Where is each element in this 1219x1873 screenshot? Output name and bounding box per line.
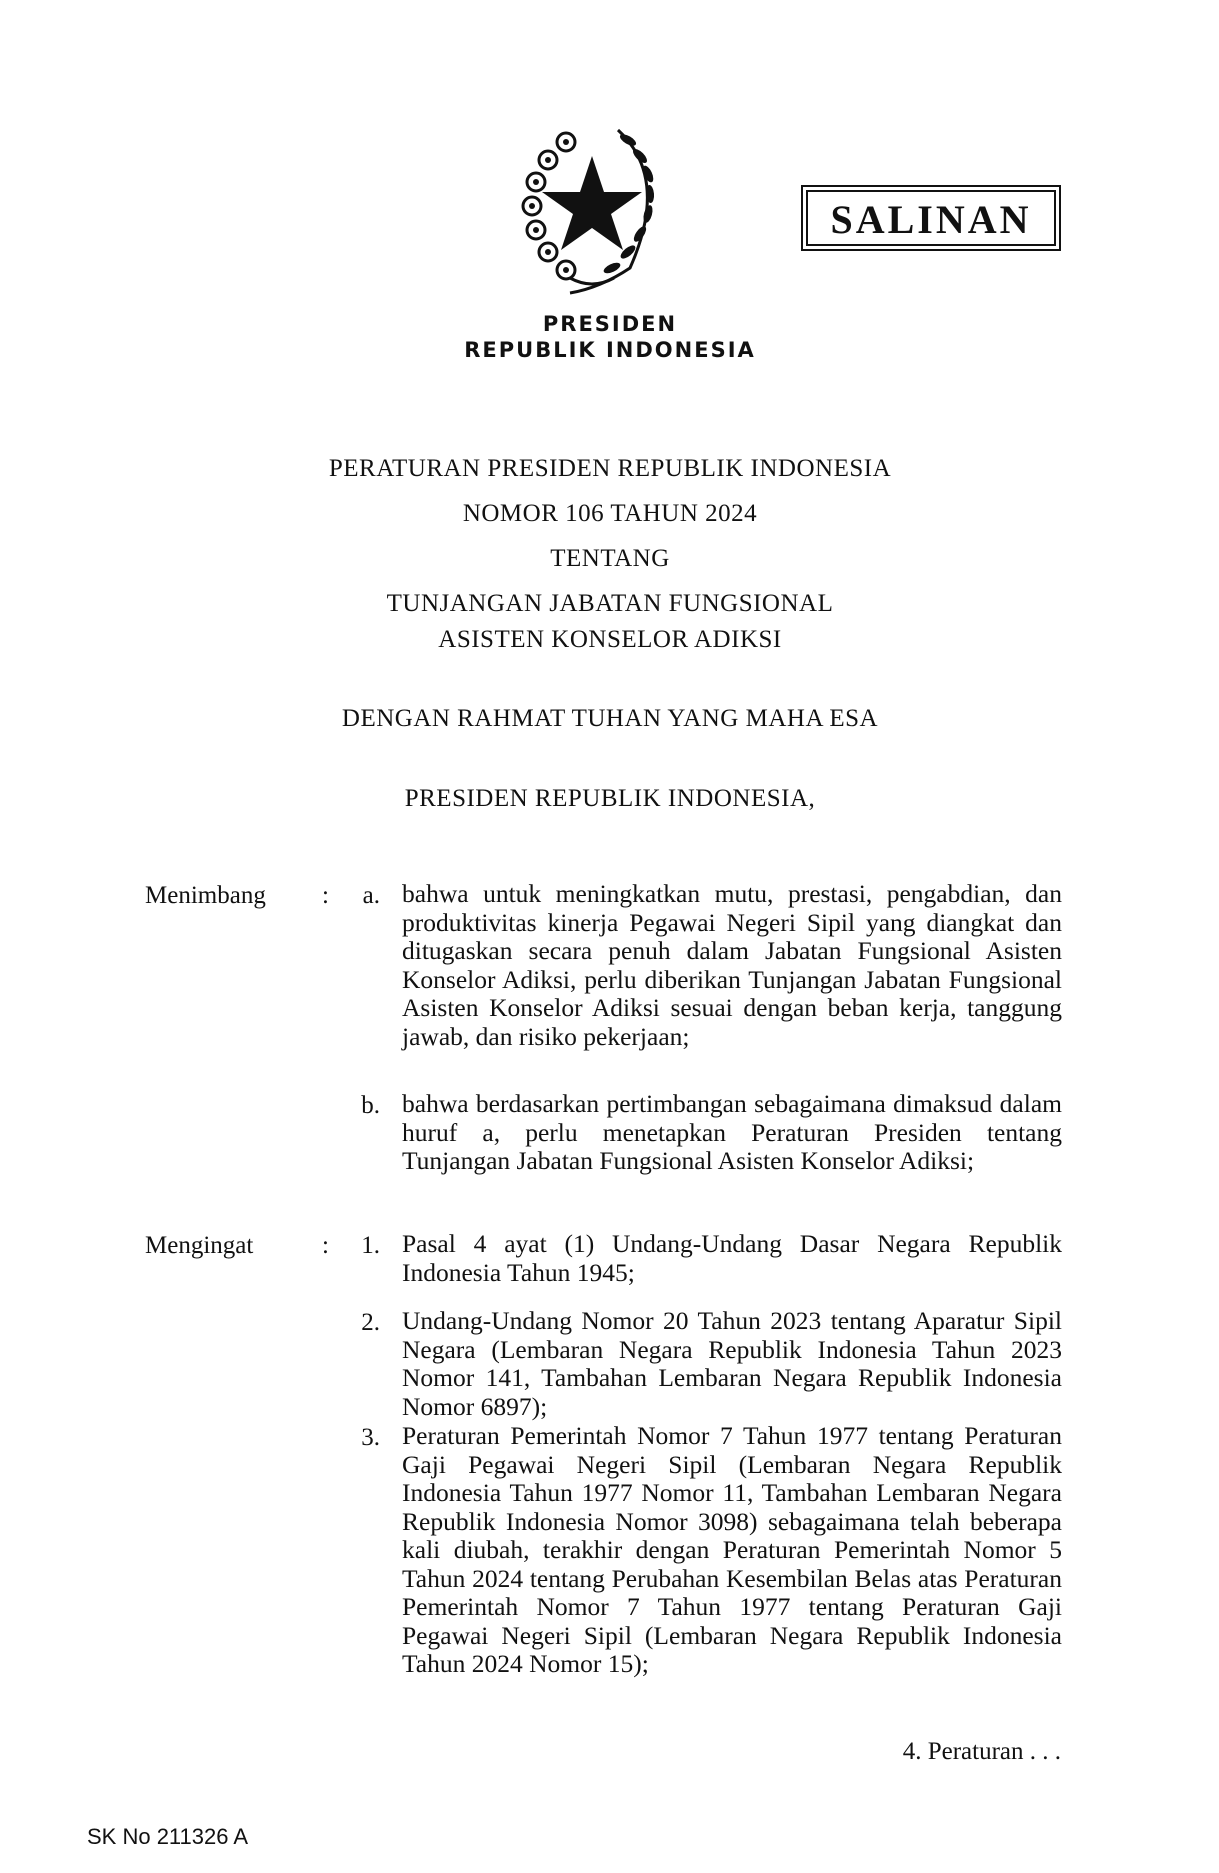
- mengingat-marker-2: 2.: [361, 1309, 380, 1336]
- regulation-number: NOMOR 106 TAHUN 2024: [462, 500, 758, 527]
- republik-indonesia-label: REPUBLIK INDONESIA: [464, 338, 756, 362]
- mengingat-marker-3: 3.: [361, 1424, 380, 1451]
- menimbang-marker-a: a.: [362, 882, 380, 909]
- next-page-catchword: 4. Peraturan . . .: [902, 1738, 1061, 1765]
- preamble-line: DENGAN RAHMAT TUHAN YANG MAHA ESA: [341, 705, 879, 732]
- mengingat-marker-1: 1.: [361, 1232, 380, 1259]
- tentang-label: TENTANG: [550, 545, 670, 572]
- mengingat-item-2: Undang-Undang Nomor 20 Tahun 2023 tentang Aparatur Sipil Negara (Lembaran Negara Republik Indonesia Tahun 2023 Nomor 141, Tambahan Lembaran Negara Republik Indonesia Nomor 6897);: [402, 1306, 1062, 1421]
- subject-line-1: TUNJANGAN JABATAN FUNGSIONAL: [386, 590, 834, 617]
- menimbang-item-b: bahwa berdasarkan pertimbangan sebagaimana dimaksud dalam huruf a, perlu menetapkan Peraturan Presiden tentang Tunjangan Jabatan Fungsional Asisten Konselor Adiksi;: [402, 1089, 1062, 1175]
- mengingat-item-3: Peraturan Pemerintah Nomor 7 Tahun 1977 tentang Peraturan Gaji Pegawai Negeri Sipil (Lembaran Negara Republik Indonesia Tahun 1977 Nomor 11, Tambahan Lembaran Negara Republik Indonesia Nomor 3098) sebagaimana telah beberapa kali diubah, terakhir dengan Peraturan Pemerintah Nomor 5 Tahun 2024 tentang Perubahan Kesembilan Belas atas Peraturan Pemerintah Nomor 7 Tahun 1977 tentang Peraturan Gaji Pegawai Negeri Sipil (Lembaran Negara Republik Indonesia Tahun 2024 Nomor 15);: [402, 1421, 1062, 1678]
- salinan-stamp: SALINAN: [806, 190, 1056, 246]
- regulation-title: PERATURAN PRESIDEN REPUBLIK INDONESIA: [328, 455, 892, 482]
- mengingat-label: Mengingat: [145, 1232, 254, 1259]
- garuda-star-emblem-icon: [500, 118, 680, 298]
- president-heading: PRESIDEN REPUBLIK INDONESIA,: [404, 785, 816, 812]
- menimbang-colon: :: [322, 882, 329, 909]
- menimbang-item-a: bahwa untuk meningkatkan mutu, prestasi, pengabdian, dan produktivitas kinerja Pegawai Negeri Sipil yang diangkat dan ditugaskan secara penuh dalam Jabatan Fungsional Asisten Konselor Adiksi, perlu diberikan Tunjangan Jabatan Fungsional Asisten Konselor Adiksi sesuai dengan beban kerja, tanggung jawab, dan risiko pekerjaan;: [402, 879, 1062, 1051]
- sk-number: SK No 211326 A: [87, 1824, 249, 1849]
- menimbang-marker-b: b.: [361, 1092, 380, 1119]
- mengingat-colon: :: [322, 1232, 329, 1259]
- mengingat-item-1: Pasal 4 ayat (1) Undang-Undang Dasar Negara Republik Indonesia Tahun 1945;: [402, 1229, 1062, 1287]
- subject-line-2: ASISTEN KONSELOR ADIKSI: [438, 626, 782, 653]
- menimbang-label: Menimbang: [145, 882, 266, 909]
- presiden-label: PRESIDEN: [542, 312, 678, 336]
